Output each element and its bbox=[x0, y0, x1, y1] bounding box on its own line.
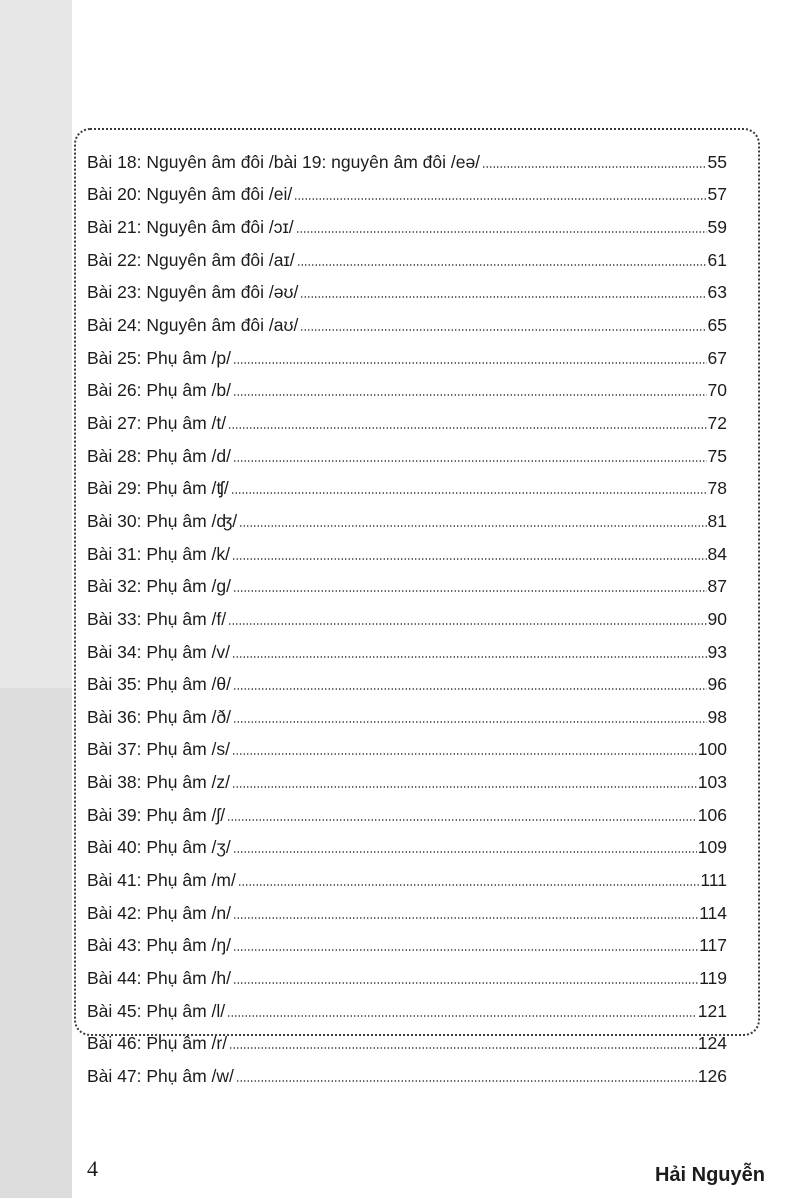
toc-entry-page: 65 bbox=[707, 314, 727, 335]
toc-dot-leader bbox=[233, 460, 707, 462]
toc-dot-leader bbox=[233, 982, 698, 984]
toc-entry bbox=[87, 760, 727, 793]
toc-entry-label: Bài 20: Nguyên âm đôi /ei/ bbox=[87, 184, 293, 205]
toc-entry bbox=[87, 336, 727, 369]
toc-entry-label: Bài 29: Phụ âm /ʧ/ bbox=[87, 478, 229, 499]
toc-entry bbox=[87, 467, 727, 500]
toc-entry-page: 93 bbox=[707, 641, 727, 662]
toc-entry-label: Bài 33: Phụ âm /f/ bbox=[87, 608, 227, 629]
toc-entry-page: 63 bbox=[707, 282, 727, 303]
toc-entry-label: Bài 27: Phụ âm /t/ bbox=[87, 412, 227, 433]
toc-dot-leader bbox=[233, 362, 707, 364]
toc-dot-leader bbox=[296, 231, 707, 233]
toc-entry bbox=[87, 663, 727, 696]
page-edge-shade bbox=[0, 0, 72, 688]
toc-entry-page: 57 bbox=[707, 184, 727, 205]
toc-entry-page: 72 bbox=[707, 412, 727, 433]
toc-entry-page: 121 bbox=[697, 1000, 727, 1021]
toc-dot-leader bbox=[233, 590, 707, 592]
toc-entry-page: 96 bbox=[707, 674, 727, 695]
toc-dot-leader bbox=[294, 198, 706, 200]
toc-entry bbox=[87, 140, 727, 173]
toc-entry-page: 109 bbox=[697, 837, 727, 858]
toc-dot-leader bbox=[228, 427, 706, 429]
toc-entry bbox=[87, 695, 727, 728]
toc-dot-leader bbox=[233, 917, 698, 919]
toc-entry-page: 111 bbox=[700, 870, 727, 891]
toc-dot-leader bbox=[232, 656, 707, 658]
toc-entry-page: 124 bbox=[697, 1033, 727, 1054]
toc-entry-page: 90 bbox=[707, 608, 727, 629]
toc-dot-leader bbox=[229, 1047, 697, 1049]
toc-entry-label: Bài 18: Nguyên âm đôi /bài 19: nguyên âm đôi /eə/ bbox=[87, 151, 481, 172]
toc-dot-leader bbox=[233, 851, 697, 853]
toc-dot-leader bbox=[232, 753, 697, 755]
toc-entry bbox=[87, 630, 727, 663]
toc-entry-page: 78 bbox=[707, 478, 727, 499]
toc-entry-label: Bài 42: Phụ âm /n/ bbox=[87, 902, 231, 923]
toc-dot-leader bbox=[300, 329, 706, 331]
toc-entry-label: Bài 37: Phụ âm /s/ bbox=[87, 739, 230, 760]
toc-dot-leader bbox=[482, 166, 706, 168]
toc-entry-label: Bài 40: Phụ âm /ʒ/ bbox=[87, 837, 231, 858]
toc-entry-label: Bài 47: Phụ âm /w/ bbox=[87, 1066, 234, 1087]
toc-entry-page: 87 bbox=[707, 576, 727, 597]
toc-entry-page: 117 bbox=[699, 935, 727, 956]
toc-dot-leader bbox=[239, 525, 706, 527]
toc-dot-leader bbox=[233, 394, 707, 396]
toc-entry bbox=[87, 565, 727, 598]
toc-entry bbox=[87, 434, 727, 467]
toc-entry-label: Bài 28: Phụ âm /d/ bbox=[87, 445, 231, 466]
toc-dot-leader bbox=[227, 819, 697, 821]
toc-entry-page: 98 bbox=[707, 706, 727, 727]
toc-entry-label: Bài 23: Nguyên âm đôi /əʊ/ bbox=[87, 282, 299, 303]
toc-entry-page: 75 bbox=[707, 445, 727, 466]
toc-entry-page: 119 bbox=[699, 968, 727, 989]
toc-entry-label: Bài 38: Phụ âm /z/ bbox=[87, 772, 230, 793]
toc-dot-leader bbox=[297, 264, 707, 266]
toc-entry-label: Bài 35: Phụ âm /θ/ bbox=[87, 674, 231, 695]
toc-entry-page: 126 bbox=[697, 1066, 727, 1087]
page-edge-shade-lower bbox=[0, 688, 72, 1198]
toc-entry-page: 70 bbox=[707, 380, 727, 401]
toc-entry bbox=[87, 532, 727, 565]
toc-entry-label: Bài 34: Phụ âm /v/ bbox=[87, 641, 230, 662]
toc-entry bbox=[87, 826, 727, 859]
toc-entry bbox=[87, 728, 727, 761]
toc-dot-leader bbox=[232, 558, 707, 560]
toc-entry-page: 55 bbox=[707, 151, 727, 172]
toc-entry-page: 59 bbox=[707, 216, 727, 237]
toc-entry-label: Bài 26: Phụ âm /b/ bbox=[87, 380, 231, 401]
toc-entry-label: Bài 31: Phụ âm /k/ bbox=[87, 543, 230, 564]
toc-entry bbox=[87, 1054, 727, 1087]
toc-entry bbox=[87, 793, 727, 826]
toc-entry-label: Bài 30: Phụ âm /ʤ/ bbox=[87, 510, 238, 531]
toc-entry bbox=[87, 205, 727, 238]
toc-entry-label: Bài 25: Phụ âm /p/ bbox=[87, 347, 231, 368]
toc-entry bbox=[87, 597, 727, 630]
toc-entry bbox=[87, 858, 727, 891]
toc-entry bbox=[87, 369, 727, 402]
toc-entry-page: 106 bbox=[697, 804, 727, 825]
toc-entry bbox=[87, 956, 727, 989]
toc-dot-leader bbox=[227, 1015, 697, 1017]
author-name: Hải Nguyễn bbox=[654, 1164, 765, 1186]
toc-entry-page: 114 bbox=[699, 902, 727, 923]
toc-entry bbox=[87, 401, 727, 434]
toc-entry-label: Bài 32: Phụ âm /g/ bbox=[87, 576, 231, 597]
toc-entry-page: 103 bbox=[697, 772, 727, 793]
toc-dot-leader bbox=[236, 1080, 697, 1082]
toc-entry bbox=[87, 238, 727, 271]
toc-entry-label: Bài 46: Phụ âm /r/ bbox=[87, 1033, 228, 1054]
toc-entry-page: 67 bbox=[707, 347, 727, 368]
toc-dot-leader bbox=[300, 296, 706, 298]
toc-entry bbox=[87, 924, 727, 957]
toc-dot-leader bbox=[238, 884, 700, 886]
toc-dot-leader bbox=[233, 688, 707, 690]
toc-entry-label: Bài 45: Phụ âm /l/ bbox=[87, 1000, 226, 1021]
toc-dot-leader bbox=[233, 721, 707, 723]
page-number: 4 bbox=[87, 1156, 98, 1181]
toc-entry bbox=[87, 1022, 727, 1055]
toc-entry-label: Bài 44: Phụ âm /h/ bbox=[87, 968, 231, 989]
toc-entry bbox=[87, 499, 727, 532]
toc-entry-label: Bài 36: Phụ âm /ð/ bbox=[87, 706, 231, 727]
toc-dot-leader bbox=[232, 786, 697, 788]
toc-dot-leader bbox=[228, 623, 706, 625]
toc-entry-label: Bài 24: Nguyên âm đôi /aʊ/ bbox=[87, 314, 299, 335]
toc-entry-page: 100 bbox=[697, 739, 727, 760]
toc-entry-label: Bài 41: Phụ âm /m/ bbox=[87, 870, 236, 891]
table-of-contents bbox=[87, 140, 727, 1087]
toc-entry-page: 81 bbox=[707, 510, 727, 531]
toc-entry bbox=[87, 271, 727, 304]
toc-dot-leader bbox=[231, 492, 707, 494]
toc-entry bbox=[87, 891, 727, 924]
toc-entry-page: 61 bbox=[707, 249, 727, 270]
toc-entry-label: Bài 21: Nguyên âm đôi /ɔɪ/ bbox=[87, 216, 294, 237]
toc-entry bbox=[87, 303, 727, 336]
toc-entry-label: Bài 43: Phụ âm /ŋ/ bbox=[87, 935, 231, 956]
toc-dot-leader bbox=[233, 949, 698, 951]
toc-entry bbox=[87, 989, 727, 1022]
toc-entry-label: Bài 39: Phụ âm /ʃ/ bbox=[87, 804, 226, 825]
toc-entry bbox=[87, 173, 727, 206]
toc-entry-page: 84 bbox=[707, 543, 727, 564]
toc-entry-label: Bài 22: Nguyên âm đôi /aɪ/ bbox=[87, 249, 295, 270]
